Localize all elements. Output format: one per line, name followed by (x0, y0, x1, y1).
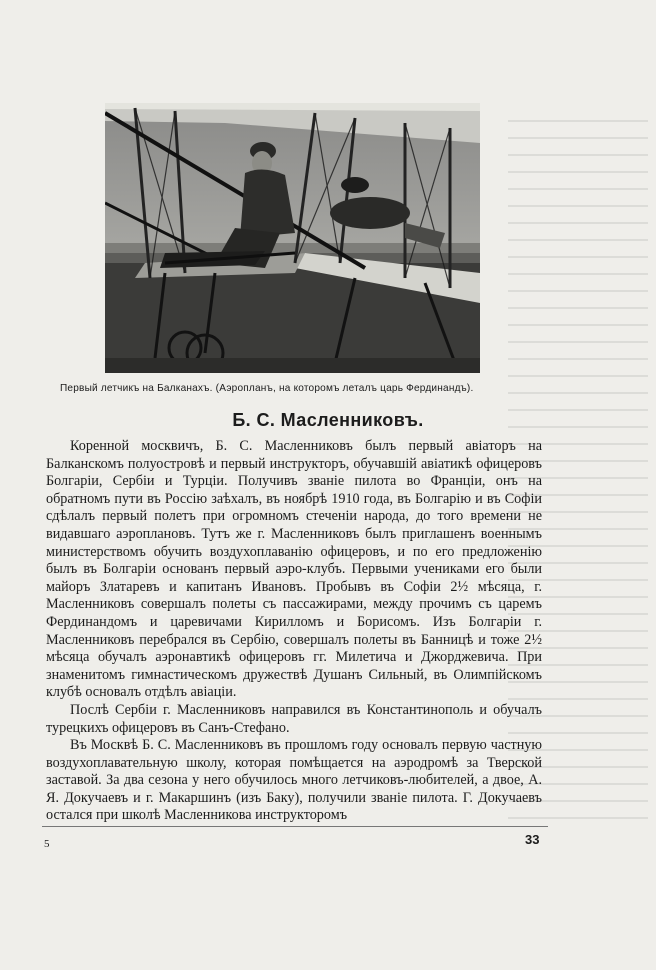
paragraph: Въ Москвѣ Б. С. Масленниковъ въ прошломъ году основалъ первую частную воздухоплавательную школу, которая помѣщается на аэродромѣ за Тверской заставой. За два сезона у него обучилось много летчиковъ-любителей, а двое, А. Я. Докучаевъ и г. Макаршинъ (изъ Баку), получили званіе пилота. Г. Докучаевъ остался при школѣ Масленникова инструкторомъ (46, 737, 542, 824)
biplane-photo-icon (105, 103, 480, 373)
article-body (46, 438, 542, 825)
photo-caption: Первый летчикъ на Балканахъ. (Аэропланъ, на которомъ леталъ царь Фердинандъ). (60, 382, 474, 394)
article-title: Б. С. Масленниковъ. (232, 410, 424, 430)
paragraph: Послѣ Сербіи г. Масленниковъ направился въ Константинополь и обучалъ турецкихъ офицеровъ въ Санъ-Стефано. (46, 701, 542, 736)
page-number: 33 (525, 832, 540, 847)
footer-rule (42, 826, 548, 827)
paragraph: Коренной москвичъ, Б. С. Масленниковъ былъ первый авіаторъ на Балканскомъ полуостровѣ и первый инструкторъ, обучавшій авіатикѣ офицеровъ Болгаріи, Сербіи и Турціи. Получивъ званіе пилота во Франціи, онъ на обратномъ пути въ Россію заѣхалъ, въ ноябрѣ 1910 года, въ Болгарію и въ Софіи сдѣлалъ первый полетъ при огромномъ стеченіи народа, до того времени не видавшаго аэроплановъ. Тутъ же г. Масленниковъ былъ приглашенъ военнымъ министерствомъ обучить воздухоплаванію офицеровъ, и по его предложенію былъ въ Болгаріи основанъ первый аэро-клубъ. Первыми учениками его были майоръ Златаревъ и капитанъ Ивановъ. Пробывъ въ Софіи 2½ мѣсяца, г. Масленниковъ совершалъ полеты съ пассажирами, между прочимъ съ царемъ Фердинандомъ и царевичами Кирилломъ и Борисомъ. Изъ Болгаріи г. Масленниковъ перебрался въ Сербію, совершалъ полеты въ Банницѣ и тоже 2½ мѣсяца обучалъ аэронавтикѣ офицеровъ гг. Милетича и Джорджевича. При знаменитомъ гимнастическомъ дружествѣ Душанъ Сильный, въ Олимпійскомъ клубѣ основалъ отдѣлъ авіаціи. (46, 438, 542, 701)
biplane-photo (105, 103, 480, 373)
signature-mark: 5 (44, 838, 50, 850)
